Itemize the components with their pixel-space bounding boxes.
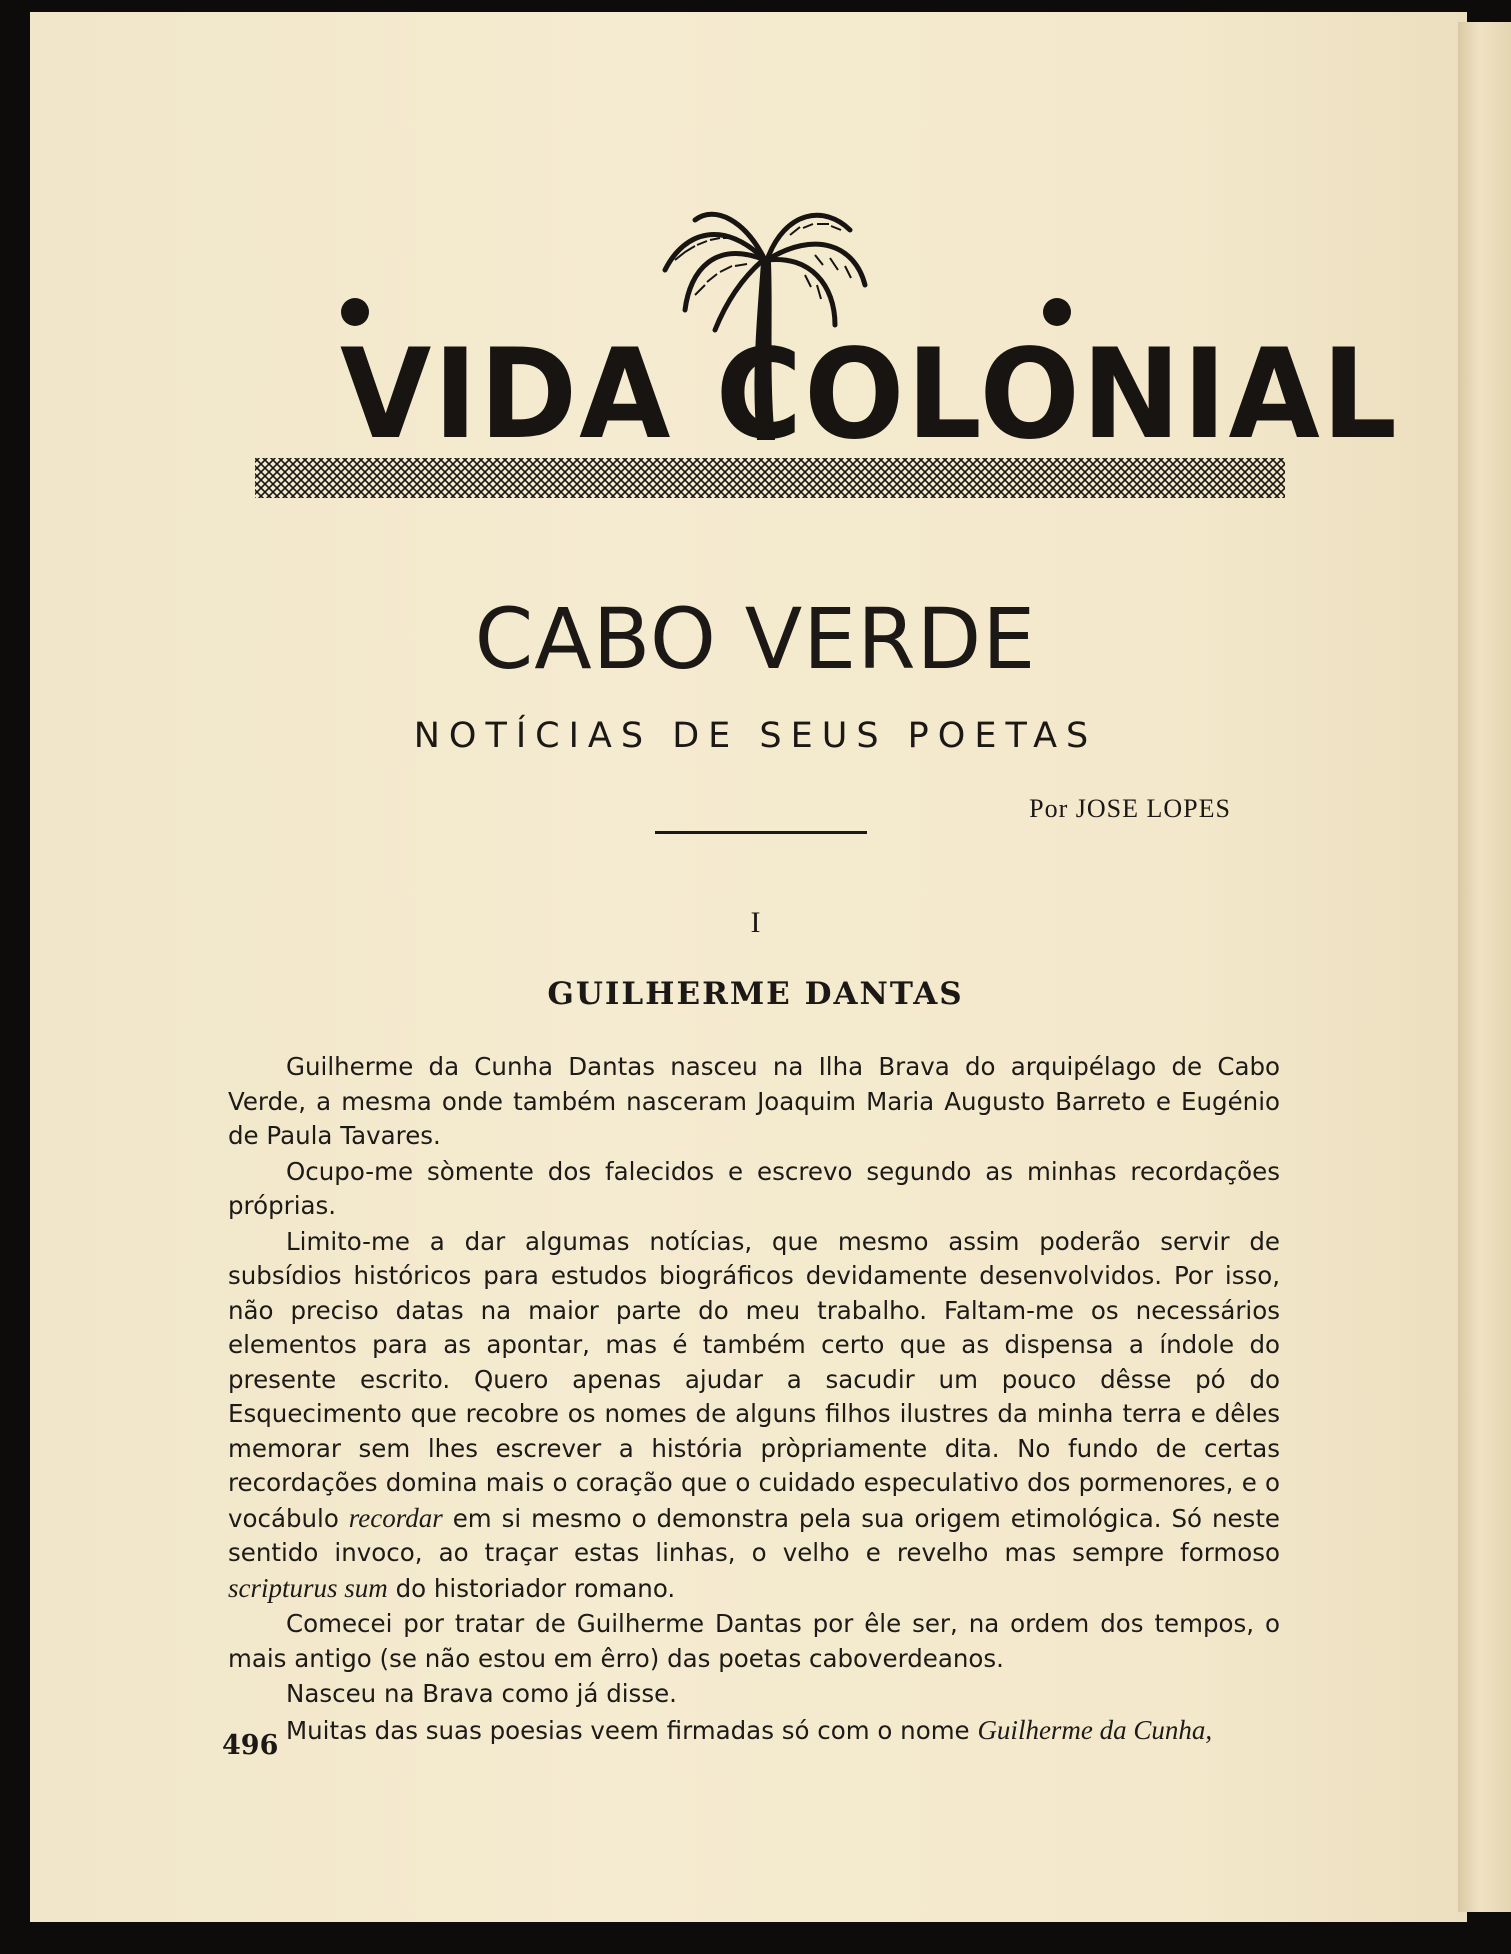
separator-rule bbox=[655, 831, 867, 834]
text-run: Muitas das suas poesias veem firmadas só com o nome bbox=[286, 1715, 970, 1745]
article-title: CABO VERDE bbox=[474, 590, 1037, 688]
section-title: GUILHERME DANTAS bbox=[547, 976, 964, 1012]
next-page-edge bbox=[1458, 22, 1511, 1912]
paragraph: Ocupo-me sòmente dos falecidos e escrevo segundo as minhas recordações próprias. bbox=[228, 1156, 1280, 1220]
italic-phrase: scripturus sum bbox=[228, 1572, 388, 1603]
article-body bbox=[228, 1050, 1280, 1749]
masthead-logo bbox=[245, 200, 1399, 500]
italic-name: Guilherme da Cunha, bbox=[977, 1714, 1213, 1745]
section-number: I bbox=[750, 906, 761, 939]
page-number: 496 bbox=[222, 1730, 279, 1761]
text-run: em si mesmo o demonstra pela sua origem etimológica. Só neste sentido invoco, ao traçar estas linhas, o velho e revelho mas sempre formoso bbox=[228, 1503, 1280, 1567]
article-subtitle: NOTÍCIAS DE SEUS POETAS bbox=[413, 716, 1098, 756]
text-run: do historiador romano. bbox=[395, 1573, 676, 1603]
paragraph bbox=[228, 1713, 1280, 1749]
author-byline: Por JOSE LOPES bbox=[1029, 794, 1231, 823]
italic-word: recordar bbox=[348, 1502, 443, 1533]
paragraph: Comecei por tratar de Guilherme Dantas por êle ser, na ordem dos tempos, o mais antigo (se não estou em êrro) das poetas caboverdeanos. bbox=[228, 1609, 1280, 1673]
paragraph bbox=[228, 1225, 1280, 1607]
paragraph: Guilherme da Cunha Dantas nasceu na Ilha Brava do arquipélago de Cabo Verde, a mesma onde também nasceram Joaquim Maria Augusto Barreto e Eugénio de Paula Tavares. bbox=[228, 1052, 1280, 1150]
paragraph: Nasceu na Brava como já disse. bbox=[286, 1679, 677, 1708]
masthead-title: VIDA COLONIAL bbox=[340, 321, 1399, 467]
text-run: Limito-me a dar algumas notícias, que mesmo assim poderão servir de subsídios históricos para estudos biográficos devidamente desenvolvidos. Por isso, não preciso datas na maior parte do meu trabalho. Faltam-me os necessários elementos para as apontar, mas é também certo que as dispensa a índole do presente escrito. Quero apenas ajudar a sacudir um pouco dêsse pó do Esquecimento que recobre os nomes de alguns filhos ilustres da minha terra e dêles memorar sem lhes escrever a história pròpriamente dita. No fundo de certas recordações domina mais o coração que o cuidado especulativo dos pormenores, e o vocábulo bbox=[228, 1226, 1280, 1533]
